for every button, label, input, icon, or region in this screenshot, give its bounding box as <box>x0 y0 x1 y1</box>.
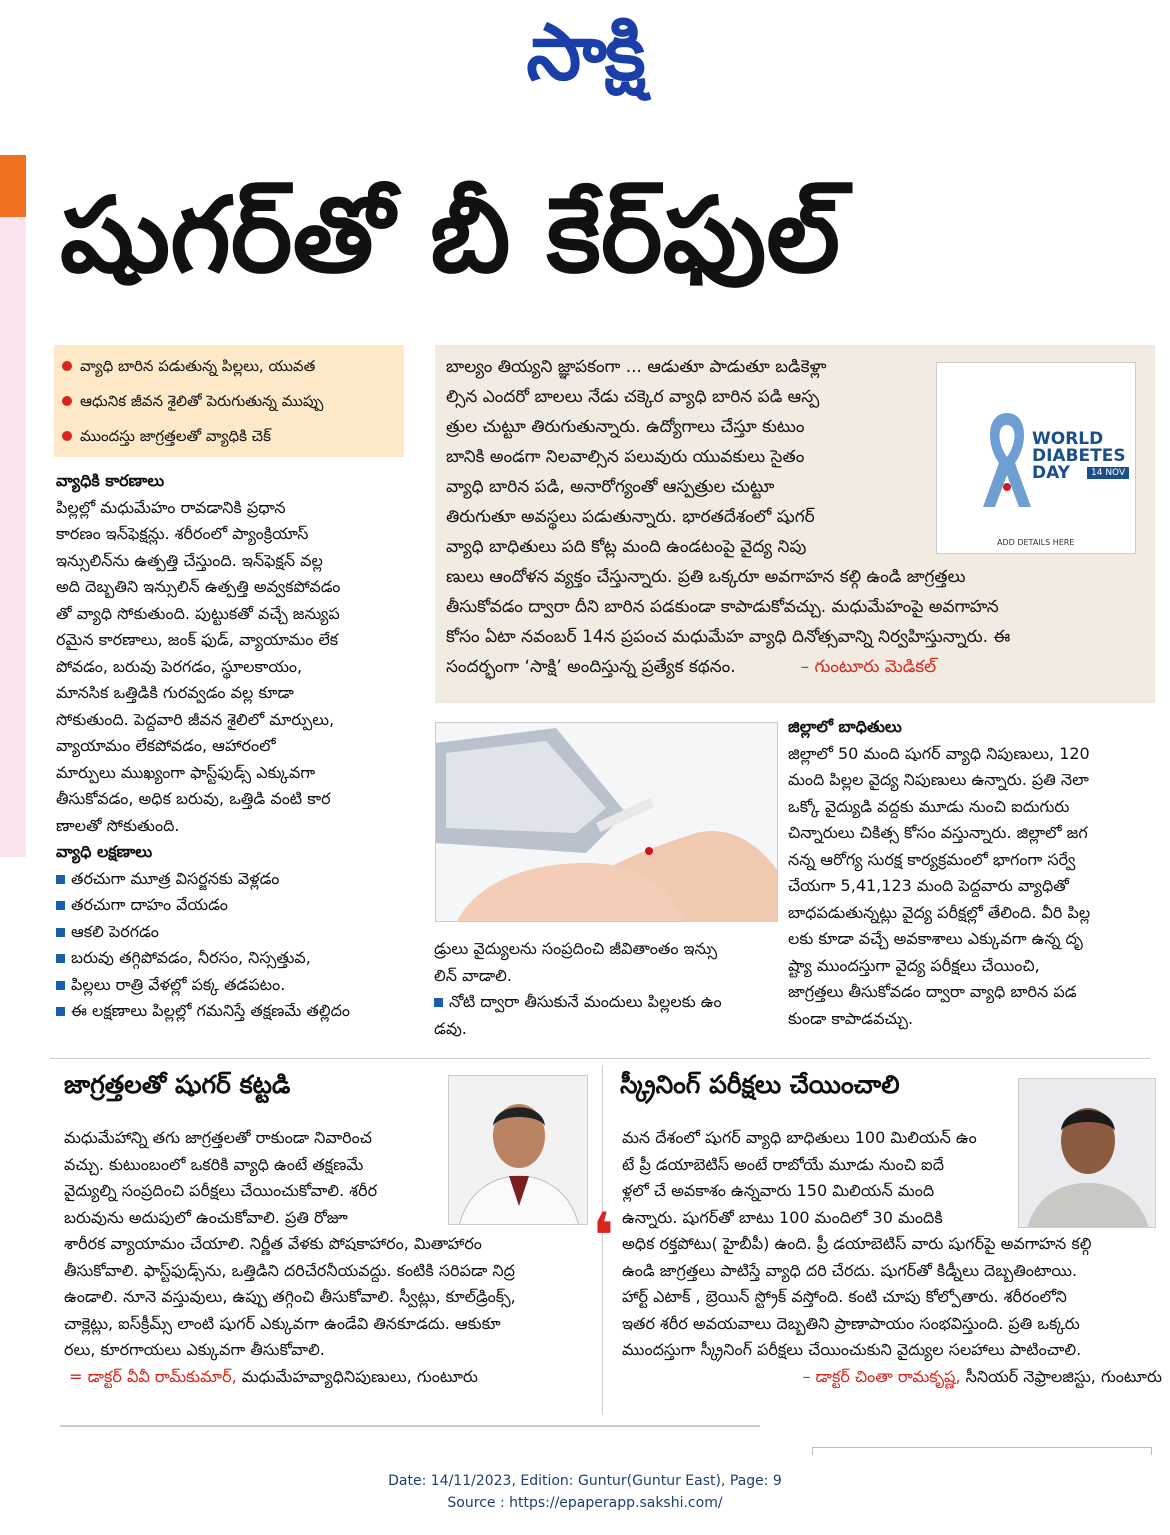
list-item: నోటి ద్వారా తీసుకునే మందులు పిల్లలకు ఉం <box>434 989 784 1016</box>
masthead <box>0 0 1170 110</box>
headline: షుగర్‌తో బీ కేర్‌ఫుల్ <box>60 174 841 296</box>
section-divider <box>50 1058 1150 1059</box>
wdd-title: WORLD DIABETES DAY <box>1032 429 1126 483</box>
list-item: ఈ లక్షణాలు పిల్లల్లో గమనిస్తే తక్షణమే తల్లిదం <box>56 998 406 1025</box>
adjacent-article-strip <box>0 217 26 857</box>
bullet-square <box>56 875 65 884</box>
bullet-dot <box>62 361 72 371</box>
quote-mark-icon: ❛ <box>592 1200 615 1274</box>
causes-column: వ్యాధికి కారణాలు పిల్లల్లో మధుమేహం రావడానికి ప్రధాన కారణం ఇన్‌ఫెక్షన్లు. శరీరంలో ప్యాంక్రియాస్‌ ఇన్సులిన్‌ను ఉత్పత్తి చేస్తుంది. ఇన్‌ఫెక్షన్‌ వల్ల అది దెబ్బతిని ఇన్సులిన్‌ ఉత్పత్తి అవ్వకపోవడం తో వ్యాధి సోకుతుంది. పుట్టుకతో వచ్చే జన్యుప రమైన కారణాలు, జంక్‌ ఫుడ్, వ్యాయామం లేక పోవడం, బరువు పెరగడం, స్థూలకాయం, మానసిక ఒత్తిడికి గురవ్వడం వల్ల కూడా సోకుతుంది. పెద్దవారి జీవన శైలిలో మార్పులు, వ్యాయామం లేకపోవడం, ఆహారంలో మార్పులు ముఖ్యంగా ఫాస్ట్‌ఫుడ్స్‌ ఎక్కువగా తీసుకోవడం, అధిక బరువు, ఒత్తిడి వంటి కార ణాలతో సోకుతుంది. వ్యాధి లక్షణాలు తరచుగా మూత్ర విసర్జనకు వెళ్లడం తరచుగా దాహం వేయడం ఆకలి పెరగడం బరువు తగ్గిపోవడం, నీరసం, నిస్సత్తువ, పిల్లలు రాత్రి వేళల్లో పక్క తడపటం. ఈ లక్షణాలు పిల్లల్లో గమనిస్తే తక్షణమే తల్లిదం <box>56 468 406 1025</box>
middle-column: డ్రులు వైద్యులను సంప్రదించి జీవితాంతం ఇన్సు లిన్‌ వాడాలి. నోటి ద్వారా తీసుకునే మందులు పిల్లలకు ఉం డవు. <box>434 936 784 1042</box>
bullet-square <box>56 928 65 937</box>
screening-heading: స్క్రీనింగ్‌ పరీక్షలు చేయించాలి <box>620 1070 900 1099</box>
bullet-square <box>56 901 65 910</box>
newspaper-logo: సాక్షి <box>526 8 644 98</box>
highlight-item: ఆధునిక జీవన శైలితో పెరుగుతున్న ముప్పు <box>62 384 396 419</box>
bullet-square <box>56 954 65 963</box>
bullet-square <box>56 1007 65 1016</box>
list-item: ఆకలి పెరగడం <box>56 919 406 946</box>
wdd-caption: ADD DETAILS HERE <box>997 538 1075 547</box>
signature: = డాక్టర్‌ వీవీ రామ్‌కుమార్‌, మధుమేహవ్యాధినిపుణులు, గుంటూరు <box>69 1366 478 1386</box>
district-column: జిల్లాలో బాధితులు జిల్లాలో 50 మంది షుగర్‌ వ్యాధి నిపుణులు, 120 మంది పిల్లల వైద్య నిపుణులు ఉన్నారు. ప్రతి నెలా ఒక్కో వైద్యుడి వద్దకు మూడు నుంచి ఐదుగురు చిన్నారులు చికిత్స కోసం వస్తున్నారు. జిల్లాలో జగ నన్న ఆరోగ్య సురక్ష కార్యక్రమంలో భాగంగా సర్వే చేయగా 5,41,123 మంది పెద్దవారు వ్యాధితో బాధపడుతున్నట్లు వైద్య పరీక్షల్లో తేలింది. వీరి పిల్ల లకు కూడా వచ్చే అవకాశాలు ఎక్కువగా ఉన్న దృ ష్ట్యా ముందస్తుగా వైద్య పరీక్షలు చేయించి, జాగ్రత్తలు తీసుకోవడం ద్వారా వ్యాధి బారిన పడ కుండా కాపాడవచ్చు. <box>788 714 1160 1032</box>
highlights-box <box>54 345 404 457</box>
next-article-box <box>812 1447 1152 1455</box>
source-link[interactable]: Source : https://epaperapp.sakshi.com/ <box>447 1495 723 1511</box>
care-column: మధుమేహాన్ని తగు జాగ్రత్తలతో రాకుండా నివారించ వచ్చు. కుటుంబంలో ఒకరికి వ్యాధి ఉంటే తక్షణమే వైద్యుల్ని సంప్రదించి పరీక్షలు చేయించుకోవాలి. శరీర బరువును అదుపులో ఉంచుకోవాలి. ప్రతి రోజూ శారీరక వ్యాయామం చేయాలి. నిర్ణీత వేళకు పోషకాహారం, మితాహారం తీసుకోవాలి. ఫాస్ట్‌ఫుడ్స్‌ను, ఒత్తిడిని దరిచేరనీయవద్దు. కంటికి సరిపడా నిద్ర ఉండాలి. నూనె వస్తువులు, ఉప్పు తగ్గించి తీసుకోవాలి. స్వీట్లు, కూల్‌డ్రింక్స్‌, చాక్లెట్లు, ఐస్‌క్రీమ్స్‌ లాంటి షుగర్‌ ఎక్కువగా ఉండేవి తినకూడదు. ఆకుకూ రలు, కూరగాయలు ఎక్కువగా తీసుకోవాలి. = డాక్టర్‌ వీవీ రామ్‌కుమార్‌, మధుమేహవ్యాధినిపుణులు, గుంటూరు <box>64 1125 599 1390</box>
screening-column: మన దేశంలో షుగర్‌ వ్యాధి బాధితులు 100 మిలియన్‌ ఉం టే ప్రీ డయాబెటిస్‌ అంటే రాబోయే మూడు నుంచి ఐదే ళ్లలో చే అవకాశం ఉన్నవారు 150 మిలియన్‌ మంది ఉన్నారు. షుగర్‌తో బాటు 100 మందిలో 30 మందికి అధిక రక్తపోటు( హైబీపీ) ఉంది. ప్రీ డయాబెటిస్‌ వారు షుగర్‌పై అవగాహన కల్గి ఉండి జాగ్రత్తలు పాటిస్తే వ్యాధి దరి చేరదు. షుగర్‌తో కిడ్నీలు దెబ్బతింటాయి. హార్ట్‌ ఎటాక్‌ , బ్రెయిన్‌ స్ట్రోక్‌ వస్తోంది. కంటి చూపు కోల్పోతారు. శరీరంలోని ఇతర శరీర అవయవాలు దెబ్బతిని ప్రాణాపాయం సంభవిస్తుంది. ప్రతి ఒక్కరు ముందస్తుగా స్క్రీనింగ్‌ పరీక్షలు చేయించుకుని వైద్యుల సలహాలు పాటించాలి. – డాక్టర్‌ చింతా రామకృష్ణ, సీనియర్‌ నెఫ్రాలజిస్టు, గుంటూరు <box>622 1125 1162 1390</box>
world-diabetes-day-image <box>936 362 1136 554</box>
subheading: వ్యాధి లక్షణాలు <box>56 842 153 861</box>
highlight-item: ముందస్తు జాగ్రత్తలతో వ్యాధికి చెక్ <box>62 419 396 454</box>
list-item: తరచుగా మూత్ర విసర్జనకు వెళ్లడం <box>56 866 406 893</box>
highlight-item: వ్యాధి బారిన పడుతున్న పిల్లలు, యువత <box>62 349 396 384</box>
subheading: వ్యాధికి కారణాలు <box>56 471 165 490</box>
section-tab <box>0 155 26 217</box>
subheading: జిల్లాలో బాధితులు <box>788 717 902 736</box>
intro-text: బాల్యం తియ్యని జ్ఞాపకంగా ... ఆడుతూ పాడుతూ బడికెళ్లా ల్సిన ఎందరో బాలలు నేడు చక్కెర వ్యాధి బారిన పడి ఆస్ప త్రుల చుట్టూ తిరుగుతున్నారు. ఉద్యోగాలు చేస్తూ కుటుం బానికి అండగా నిలవాల్సిన పలువురు యువకులు సైతం వ్యాధి బారిన పడి, అనారోగ్యంతో ఆస్పత్రుల చుట్టూ తిరుగుతూ అవస్థలు పడుతున్నారు. భారతదేశంలో షుగర్ వ్యాధి బాధితులు పది కోట్ల మంది ఉండటంపై వైద్య నిపు ణులు ఆందోళన వ్యక్తం చేస్తున్నారు. ప్రతి ఒక్కరూ అవగాహన కల్గి ఉండి జాగ్రత్తలు తీసుకోవడం ద్వారా దీని బారిన పడకుండా కాపాడుకోవచ్చు. మధుమేహంపై అవగాహన కోసం ఏటా నవంబర్‌ 14న ప్రపంచ మధుమేహ వ్యాధి దినోత్సవాన్ని నిర్వహిస్తున్నారు. ఈ సందర్భంగా ‘సాక్షి’ అందిస్తున్న ప్రత్యేక కథనం. – గుంటూరు మెడికల్‌ <box>446 357 1011 677</box>
wdd-date-badge: 14 NOV <box>1087 467 1129 479</box>
awareness-ribbon-icon <box>977 403 1037 513</box>
list-item: బరువు తగ్గిపోవడం, నీరసం, నిస్సత్తువ, <box>56 945 406 972</box>
bullet-dot <box>62 431 72 441</box>
intro-credit: – గుంటూరు మెడికల్‌ <box>800 657 937 677</box>
signature: – డాక్టర్‌ చింతా రామకృష్ణ, సీనియర్‌ నెఫ్రాలజిస్టు, గుంటూరు <box>802 1366 1162 1386</box>
list-item: తరచుగా దాహం వేయడం <box>56 892 406 919</box>
care-heading: జాగ్రత్తలతో షుగర్‌ కట్టడి <box>64 1070 291 1099</box>
glucose-meter-illustration <box>436 723 778 922</box>
bullet-square <box>56 981 65 990</box>
list-item: పిల్లలు రాత్రి వేళల్లో పక్క తడపటం. <box>56 972 406 999</box>
page-footer: Date: 14/11/2023, Edition: Guntur(Guntur East), Page: 9 Source : https://epaperapp.sakshi.com/ <box>0 1470 1170 1514</box>
bullet-dot <box>62 396 72 406</box>
bullet-square <box>434 998 443 1007</box>
bottom-rule <box>60 1425 760 1427</box>
glucose-test-photo <box>435 722 778 922</box>
